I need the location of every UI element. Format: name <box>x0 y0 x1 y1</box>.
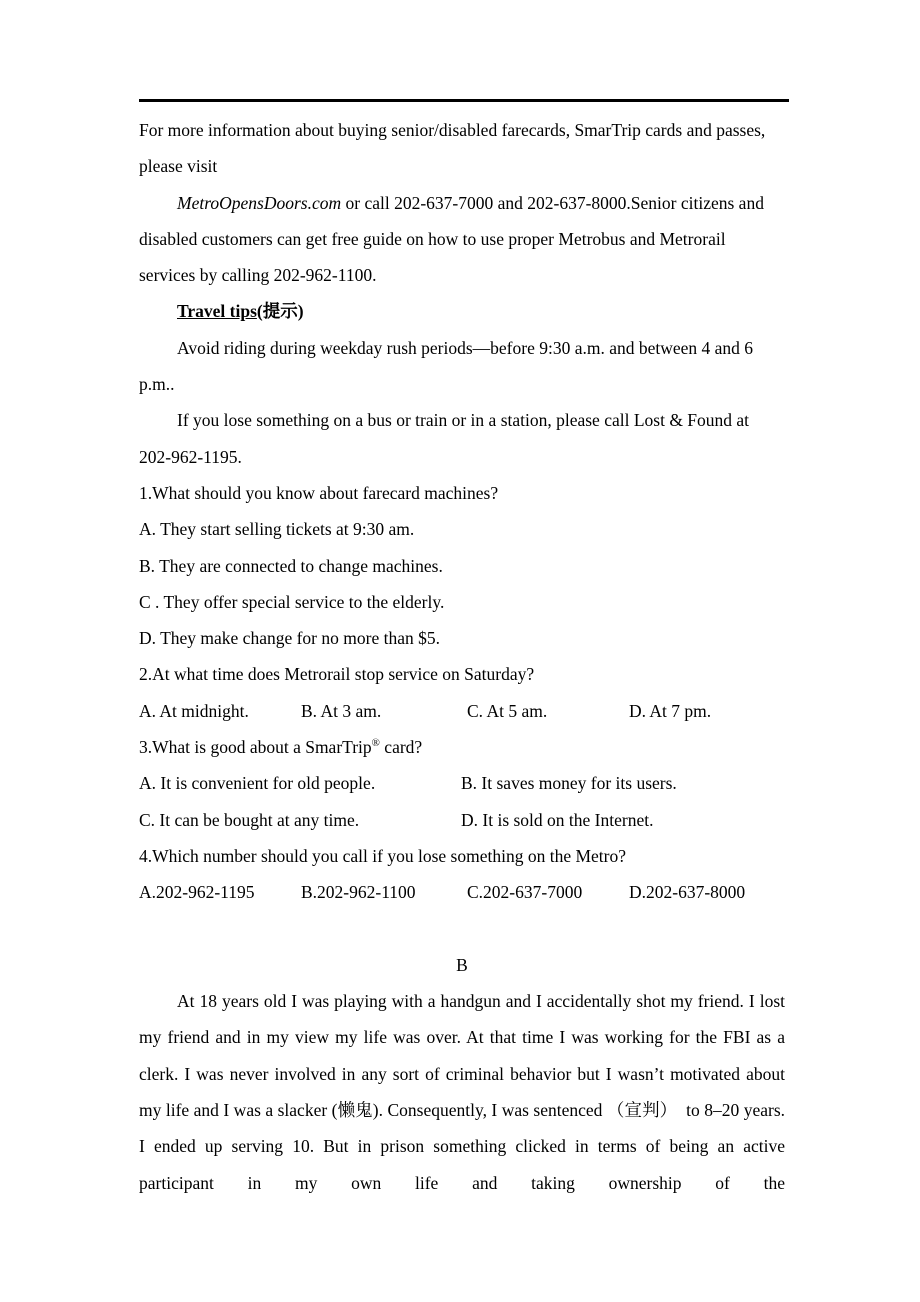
question-3-option-a: A. It is convenient for old people. <box>139 773 376 794</box>
question-2 <box>139 656 785 729</box>
question-2-option-b: B. At 3 am. <box>301 700 382 721</box>
question-1-option-c: C . They offer special service to the elderly. <box>139 591 445 612</box>
document-content <box>139 112 785 1201</box>
question-4-option-d: D.202-637-8000 <box>629 882 746 903</box>
question-4-option-c: C.202-637-7000 <box>467 882 583 903</box>
question-4-option-a: A.202-962-1195 <box>139 882 255 903</box>
question-2-option-c: C. At 5 am. <box>467 700 548 721</box>
tip-lost-found: If you lose something on a bus or train or in a station, please call Lost & Found at 202-962-1195. <box>139 410 750 467</box>
contact-text: or call 202-637-7000 and 202-637-8000.Senior citizens and disabled customers can get free guide on how to use proper Metrobus and Metrorail services by calling 202-962-1100. <box>139 192 764 286</box>
travel-tips-heading <box>139 293 785 329</box>
question-3-text-end: card? <box>379 737 423 758</box>
question-3-option-c: C. It can be bought at any time. <box>139 809 360 830</box>
question-3-text <box>139 729 785 765</box>
travel-tips-label: Travel tips <box>177 301 257 322</box>
question-2-option-a: A. At midnight. <box>139 700 249 721</box>
question-1 <box>139 475 785 656</box>
website-name: MetroOpensDoors.com <box>177 192 342 213</box>
tip-rush-hours: Avoid riding during weekday rush periods—before 9:30 a.m. and between 4 and 6 p.m.. <box>139 337 754 395</box>
registered-trademark-symbol: ® <box>371 737 380 750</box>
question-3-text-start: 3.What is good about a SmarTrip <box>139 737 372 758</box>
question-1-option-a: A. They start selling tickets at 9:30 am. <box>139 519 415 540</box>
question-4 <box>139 838 785 911</box>
question-1-text: 1.What should you know about farecard machines? <box>139 482 499 503</box>
section-b-passage: At 18 years old I was playing with a handgun and I accidentally shot my friend. I lost my friend and in my view my life was over. At that time I was working for the FBI as a clerk. I was never involved in any sort of criminal behavior but I wasn’t motivated about my life and I was a slacker (懒鬼). Consequently, I was sentenced （宣判） to 8–20 years. I ended up serving 10. But in prison something clicked in terms of being an active participant in my own life and taking ownership of the <box>139 991 785 1193</box>
question-3 <box>139 729 785 838</box>
paragraph-intro: For more information about buying senior/disabled farecards, SmarTrip cards and passes, please visit <box>139 120 766 177</box>
question-1-option-b: B. They are connected to change machines. <box>139 555 443 576</box>
question-1-option-d: D. They make change for no more than $5. <box>139 628 440 649</box>
question-4-text: 4.Which number should you call if you lose something on the Metro? <box>139 845 626 866</box>
question-2-option-d: D. At 7 pm. <box>629 700 712 721</box>
paragraph-contact <box>139 185 785 294</box>
question-3-options-row-1 <box>139 765 785 801</box>
question-3-option-b: B. It saves money for its users. <box>461 773 677 794</box>
question-2-text: 2.At what time does Metrorail stop service on Saturday? <box>139 664 535 685</box>
question-3-option-d: D. It is sold on the Internet. <box>461 809 654 830</box>
question-4-options <box>139 874 785 910</box>
horizontal-rule <box>139 99 789 102</box>
section-b-heading: B <box>456 954 468 975</box>
travel-tips-paren: (提示) <box>256 301 304 322</box>
question-4-option-b: B.202-962-1100 <box>301 882 416 903</box>
question-3-options-row-2 <box>139 802 785 838</box>
question-2-options <box>139 693 785 729</box>
